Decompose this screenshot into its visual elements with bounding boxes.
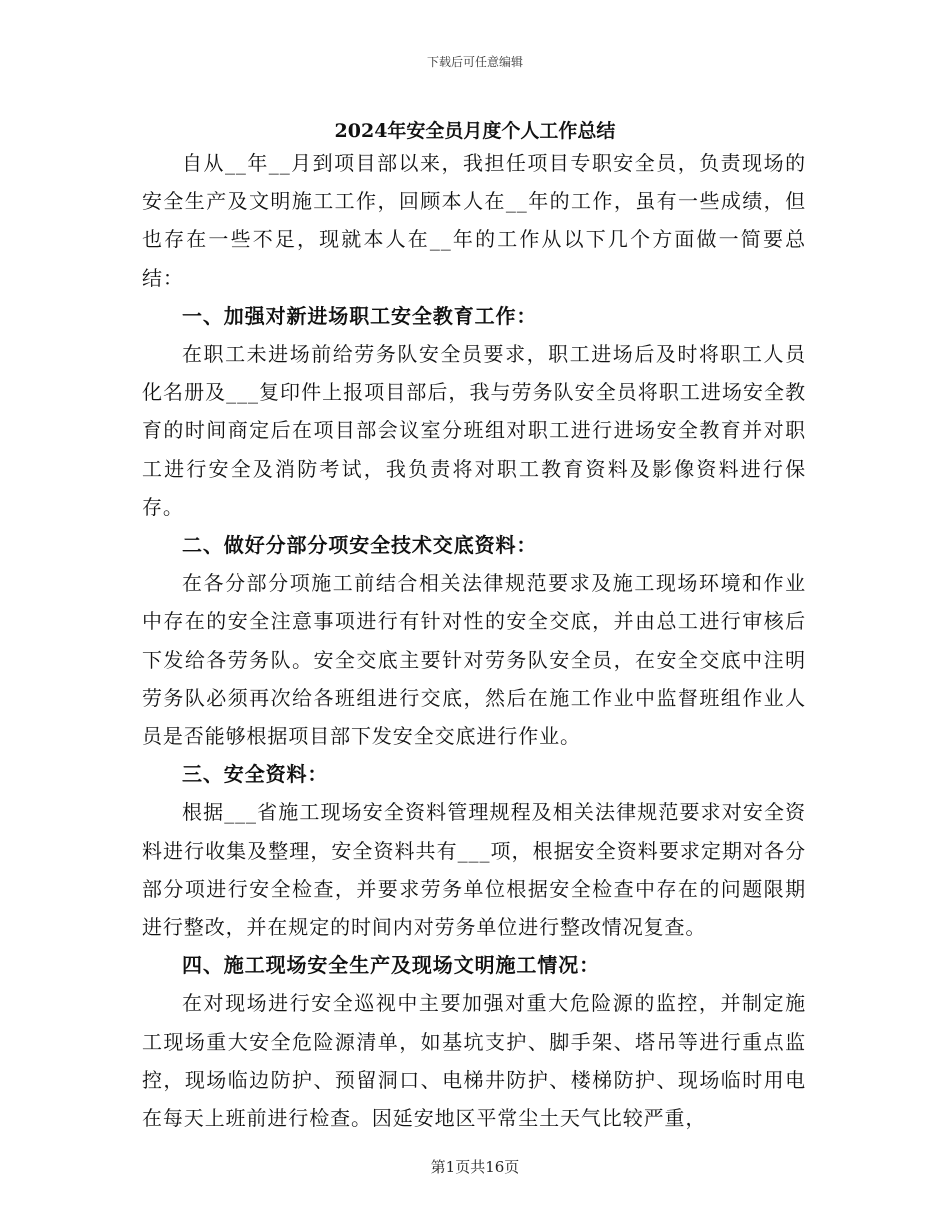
intro-paragraph: 自从__年__月到项目部以来，我担任项目专职安全员，负责现场的安全生产及文明施工工作，回顾本人在__年的工作，虽有一些成绩，但也存在一些不足，现就本人在__年的工作从以下几个方面做一简要总结： [142, 151, 806, 290]
section-3-body: 根据___省施工现场安全资料管理规程及相关法律规范要求对安全资料进行收集及整理，安全资料共有___项，根据安全资料要求定期对各分部分项进行安全检查，并要求劳务单位根据安全检查中存在的问题限期进行整改，并在规定的时间内对劳务单位进行整改情况复查。 [142, 800, 806, 940]
section-2-body: 在各分部分项施工前结合相关法律规范要求及施工现场环境和作业中存在的安全注意事项进行有针对性的安全交底，并由总工进行审核后下发给各劳务队。安全交底主要针对劳务队安全员，在安全交底中注明劳务队必须再次给各班组进行交底，然后在施工作业中监督班组作业人员是否能够根据项目部下发安全交底进行作业。 [142, 571, 806, 749]
section-1-body: 在职工未进场前给劳务队安全员要求，职工进场后及时将职工人员化名册及___复印件上报项目部后，我与劳务队安全员将职工进场安全教育的时间商定后在项目部会议室分班组对职工进行进场安全教育并对职工进行安全及消防考试，我负责将对职工教育资料及影像资料进行保存。 [142, 342, 806, 519]
section-2-heading: 二、做好分部分项安全技术交底资料： [182, 533, 538, 558]
document-body [142, 144, 806, 1137]
section-4-body: 在对现场进行安全巡视中主要加强对重大危险源的监控，并制定施工现场重大安全危险源清单，如基坑支护、脚手架、塔吊等进行重点监控，现场临边防护、预留洞口、电梯井防护、楼梯防护、现场临时用电在每天上班前进行检查。因延安地区平常尘土天气比较严重， [142, 991, 806, 1131]
section-3-heading: 三、安全资料： [182, 762, 329, 787]
section-4-heading: 四、施工现场安全生产及现场文明施工情况： [182, 953, 600, 978]
header-note: 下载后可任意编辑 [426, 55, 523, 69]
document-title: 2024年安全员月度个人工作总结 [334, 120, 616, 142]
section-1-heading: 一、加强对新进场职工安全教育工作： [182, 303, 538, 328]
page-footer: 第1页共16页 [430, 1158, 520, 1176]
